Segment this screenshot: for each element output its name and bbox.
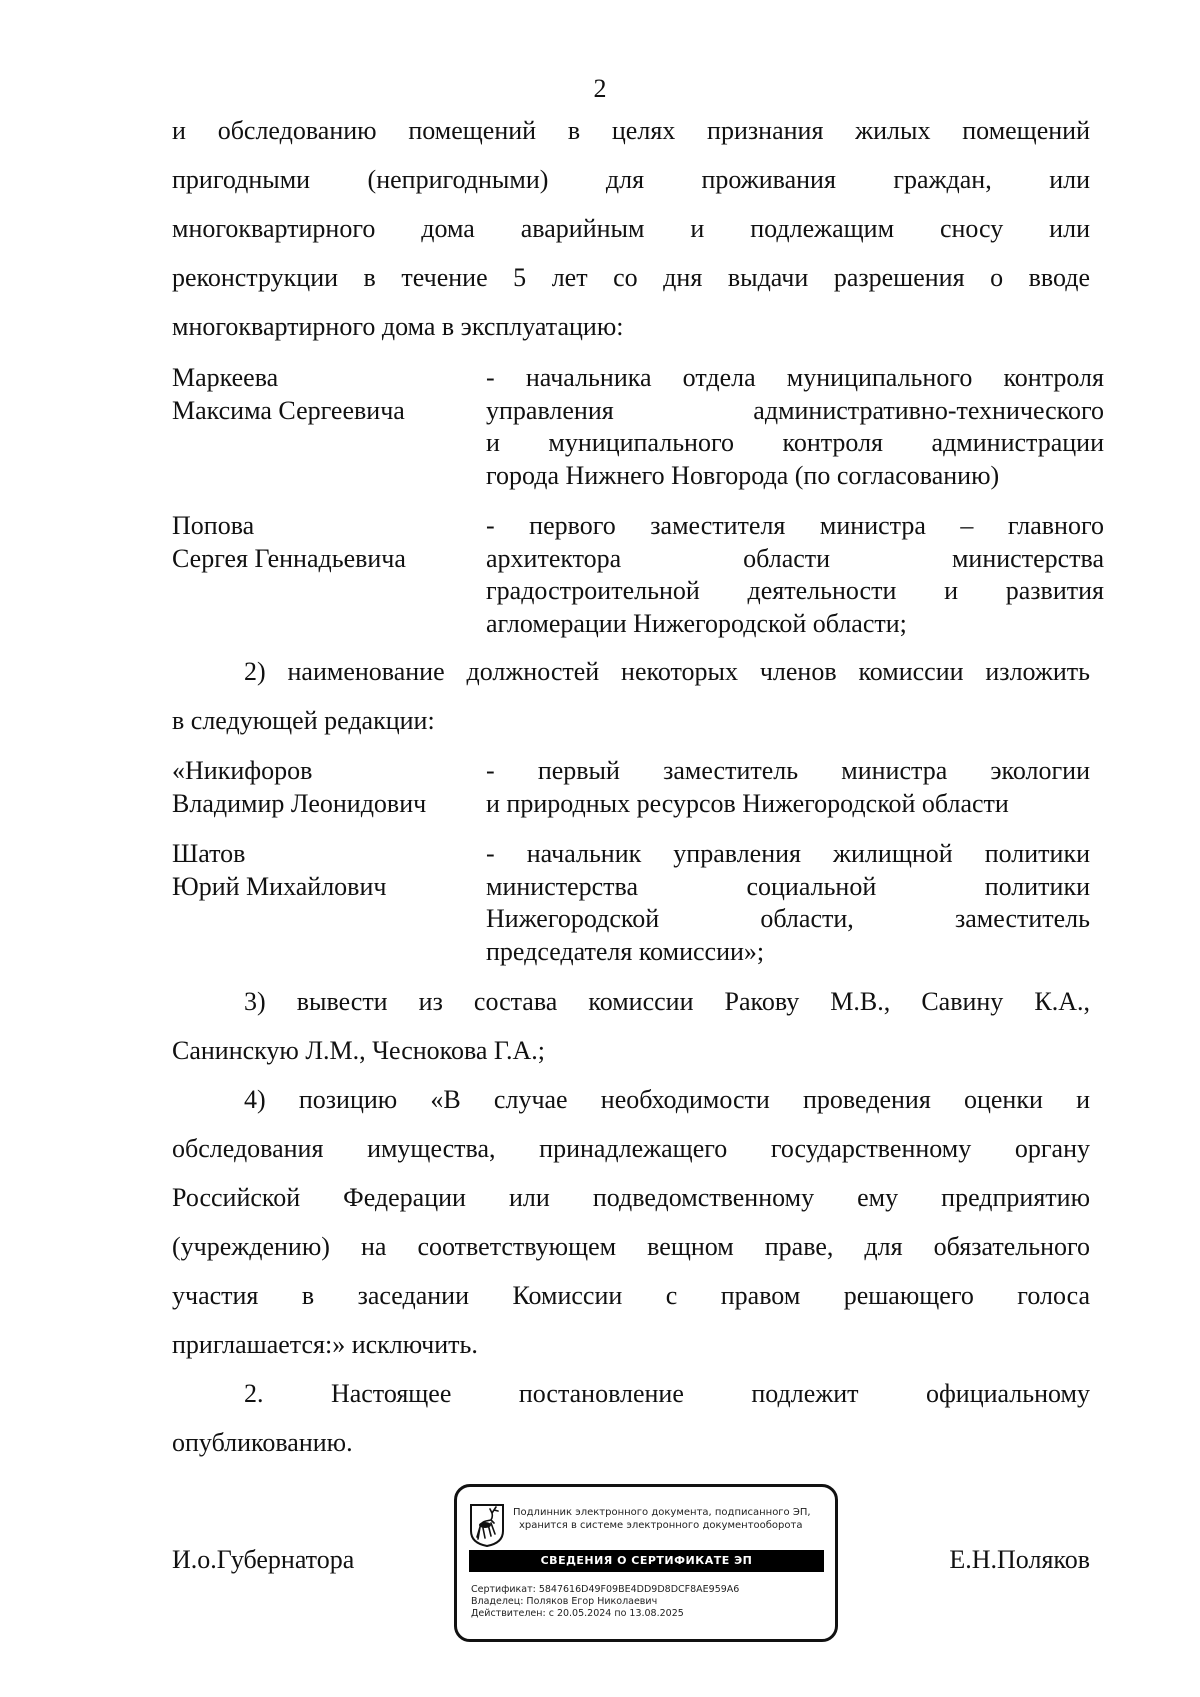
stamp-certificate-validity: Действителен: с 20.05.2024 по 13.08.2025 — [471, 1608, 684, 1619]
member-position — [486, 510, 1104, 640]
signatory-name: Е.Н.Поляков — [949, 1545, 1090, 1574]
position-line: города Нижнего Новгорода (по согласованию) — [486, 460, 1000, 490]
name-line: Попова — [172, 511, 255, 540]
paragraph-line: реконструкции в течение 5 лет со дня выдачи разрешения о вводе — [172, 263, 1090, 292]
paragraph-line: 2) наименование должностей некоторых членов комиссии изложить — [244, 657, 1090, 686]
stamp-certificate-number: Сертификат: 5847616D49F09BE4DD9D8DCF8AE959A6 — [471, 1584, 740, 1595]
intro-paragraph — [172, 106, 1090, 351]
position-line: Нижегородской области, заместитель — [486, 904, 1090, 933]
paragraph-line: в следующей редакции: — [172, 706, 435, 735]
stamp-original-note: Подлинник электронного документа, подписанного ЭП, — [513, 1507, 811, 1518]
position-line: управления административно-технического — [486, 395, 1104, 425]
position-line: - начальник управления жилищной политики — [486, 839, 1090, 868]
member-position — [486, 755, 1090, 820]
name-line: Владимир Леонидович — [172, 788, 427, 818]
paragraph-line: Санинскую Л.М., Чеснокова Г.А.; — [172, 1036, 546, 1065]
name-line: «Никифоров — [172, 756, 313, 785]
stamp-storage-note: хранится в системе электронного документооборота — [519, 1520, 803, 1531]
position-line: и муниципального контроля администрации — [486, 428, 1104, 457]
signatory-title: И.о.Губернатора — [172, 1545, 355, 1574]
paragraph-line: и обследованию помещений в целях признания жилых помещений — [172, 116, 1090, 145]
position-line: градостроительной деятельности и развития — [486, 576, 1104, 605]
position-line: агломерации Нижегородской области; — [486, 608, 907, 638]
member-name — [172, 838, 472, 903]
position-line: и природных ресурсов Нижегородской области — [486, 788, 1009, 818]
name-line: Максима Сергеевича — [172, 395, 405, 425]
deer-emblem-icon — [469, 1503, 505, 1547]
item-3-paragraph — [172, 977, 1090, 1075]
paragraph-line: 4) позицию «В случае необходимости проведения оценки и — [244, 1085, 1090, 1114]
page-number: 2 — [593, 74, 607, 103]
paragraph-line: 2. Настоящее постановление подлежит официальному — [244, 1379, 1090, 1408]
stamp-certificate-header: СВЕДЕНИЯ О СЕРТИФИКАТЕ ЭП — [469, 1550, 824, 1572]
electronic-signature-stamp — [454, 1484, 838, 1642]
name-line: Шатов — [172, 839, 246, 868]
paragraph-line: опубликованию. — [172, 1428, 353, 1457]
position-line: - первого заместителя министра – главного — [486, 511, 1104, 540]
item-2-paragraph — [172, 647, 1090, 745]
paragraph-line: многоквартирного дома в эксплуатацию: — [172, 312, 624, 341]
paragraph-line: пригодными (непригодными) для проживания граждан, или — [172, 165, 1090, 194]
paragraph-line: приглашается:» исключить. — [172, 1330, 478, 1359]
member-name — [172, 510, 472, 575]
name-line: Юрий Михайлович — [172, 871, 387, 901]
name-line: Сергея Геннадьевича — [172, 543, 406, 573]
point-2-paragraph — [172, 1369, 1090, 1467]
name-line: Маркеева — [172, 363, 279, 392]
member-position — [486, 362, 1104, 492]
paragraph-line: обследования имущества, принадлежащего государственному органу — [172, 1134, 1090, 1163]
paragraph-line: участия в заседании Комиссии с правом решающего голоса — [172, 1281, 1090, 1310]
position-line: - начальника отдела муниципального контроля — [486, 363, 1104, 392]
item-4-paragraph — [172, 1075, 1090, 1369]
paragraph-line: многоквартирного дома аварийным и подлежащим сносу или — [172, 214, 1090, 243]
member-position — [486, 838, 1090, 968]
position-line: архитектора области министерства — [486, 543, 1104, 573]
position-line: - первый заместитель министра экологии — [486, 756, 1090, 785]
member-name — [172, 755, 472, 820]
paragraph-line: 3) вывести из состава комиссии Ракову М.В., Савину К.А., — [244, 987, 1090, 1016]
stamp-certificate-owner: Владелец: Поляков Егор Николаевич — [471, 1596, 658, 1607]
paragraph-line: Российской Федерации или подведомственному ему предприятию — [172, 1183, 1090, 1212]
position-line: министерства социальной политики — [486, 871, 1090, 901]
member-name — [172, 362, 472, 427]
paragraph-line: (учреждению) на соответствующем вещном праве, для обязательного — [172, 1232, 1090, 1261]
position-line: председателя комиссии»; — [486, 936, 765, 966]
